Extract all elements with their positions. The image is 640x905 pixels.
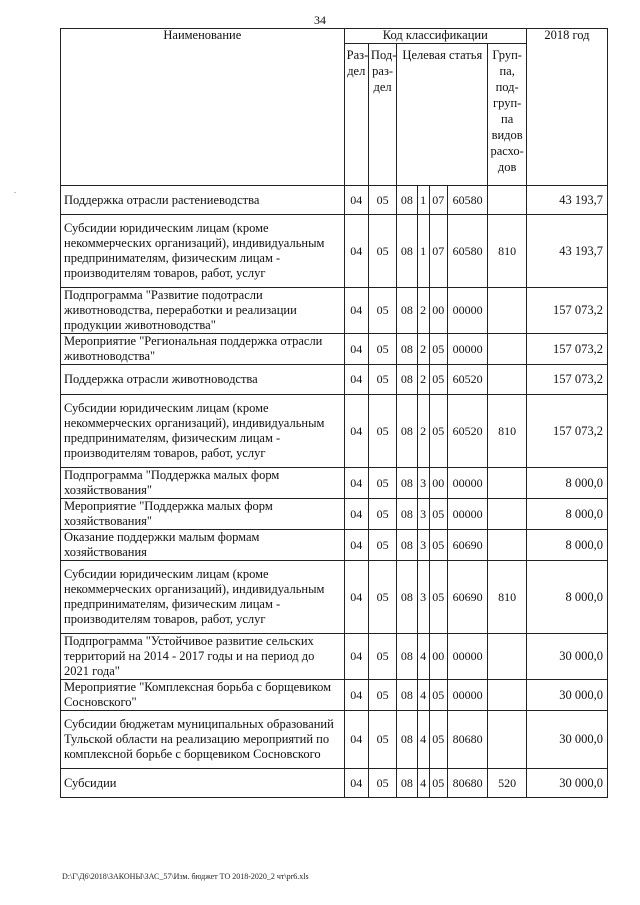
row-name: Подпрограмма "Поддержка малых форм хозяйствования": [61, 468, 345, 499]
row-target-subprogram: 1: [417, 215, 429, 288]
row-expense-group: [488, 288, 526, 334]
row-target-program: 08: [397, 634, 417, 680]
row-target-event: 05: [429, 530, 447, 561]
row-name: Поддержка отрасли животноводства: [61, 365, 345, 395]
row-target-program: 08: [397, 288, 417, 334]
header-classification: Код классификации: [344, 29, 526, 44]
row-razdel: 04: [344, 468, 368, 499]
row-razdel: 04: [344, 395, 368, 468]
table-row: [61, 334, 608, 365]
row-target-program: 08: [397, 215, 417, 288]
table-row: [61, 680, 608, 711]
row-podrazdel: 05: [368, 334, 396, 365]
table-row: [61, 499, 608, 530]
row-amount-2018: 30 000,0: [526, 769, 607, 798]
row-name: Подпрограмма "Развитие подотрасли животноводства, переработки и реализации продукции животноводства": [61, 288, 345, 334]
row-target-program: 08: [397, 334, 417, 365]
row-podrazdel: 05: [368, 288, 396, 334]
row-target-direction: 00000: [447, 499, 488, 530]
row-name: Субсидии: [61, 769, 345, 798]
row-target-direction: 00000: [447, 634, 488, 680]
table-row: [61, 634, 608, 680]
row-amount-2018: 43 193,7: [526, 215, 607, 288]
table-row: [61, 215, 608, 288]
row-target-direction: 00000: [447, 288, 488, 334]
table-row: [61, 288, 608, 334]
row-podrazdel: 05: [368, 530, 396, 561]
row-amount-2018: 8 000,0: [526, 499, 607, 530]
row-razdel: 04: [344, 365, 368, 395]
row-name: Оказание поддержки малым формам хозяйствования: [61, 530, 345, 561]
row-target-direction: 60520: [447, 365, 488, 395]
row-target-event: 05: [429, 680, 447, 711]
row-target-event: 07: [429, 215, 447, 288]
header-group: Груп- па, под- груп- па видов расхо- дов: [488, 44, 526, 186]
row-amount-2018: 157 073,2: [526, 365, 607, 395]
row-target-program: 08: [397, 468, 417, 499]
row-target-event: 05: [429, 711, 447, 769]
row-podrazdel: 05: [368, 634, 396, 680]
row-expense-group: [488, 711, 526, 769]
row-expense-group: 810: [488, 395, 526, 468]
row-target-direction: 60690: [447, 561, 488, 634]
table-row: [61, 561, 608, 634]
row-target-event: 05: [429, 499, 447, 530]
table-row: [61, 530, 608, 561]
row-target-event: 00: [429, 288, 447, 334]
row-target-subprogram: 1: [417, 186, 429, 215]
row-target-subprogram: 4: [417, 634, 429, 680]
row-target-event: 05: [429, 365, 447, 395]
row-podrazdel: 05: [368, 680, 396, 711]
row-target-subprogram: 2: [417, 334, 429, 365]
row-target-subprogram: 2: [417, 365, 429, 395]
row-razdel: 04: [344, 711, 368, 769]
row-target-event: 05: [429, 395, 447, 468]
row-razdel: 04: [344, 215, 368, 288]
row-amount-2018: 30 000,0: [526, 680, 607, 711]
row-expense-group: 810: [488, 215, 526, 288]
row-target-subprogram: 4: [417, 769, 429, 798]
row-target-event: 05: [429, 334, 447, 365]
row-podrazdel: 05: [368, 499, 396, 530]
table-row: [61, 365, 608, 395]
row-amount-2018: 157 073,2: [526, 334, 607, 365]
row-target-direction: 80680: [447, 769, 488, 798]
row-podrazdel: 05: [368, 711, 396, 769]
row-target-direction: 60520: [447, 395, 488, 468]
row-target-direction: 60690: [447, 530, 488, 561]
row-expense-group: [488, 468, 526, 499]
row-podrazdel: 05: [368, 215, 396, 288]
table-row: [61, 468, 608, 499]
header-podrazdel: Под- раз- дел: [368, 44, 396, 186]
row-podrazdel: 05: [368, 468, 396, 499]
row-amount-2018: 43 193,7: [526, 186, 607, 215]
row-name: Субсидии юридическим лицам (кроме некоммерческих организаций), индивидуальным предпринимателям, физическим лицам - производителям товаров, работ, услуг: [61, 215, 345, 288]
row-target-subprogram: 3: [417, 468, 429, 499]
row-amount-2018: 30 000,0: [526, 634, 607, 680]
header-target-article: Целевая статья: [397, 44, 488, 186]
header-razdel: Раз- дел: [344, 44, 368, 186]
row-expense-group: [488, 530, 526, 561]
row-razdel: 04: [344, 530, 368, 561]
row-podrazdel: 05: [368, 769, 396, 798]
table-row: [61, 769, 608, 798]
row-target-program: 08: [397, 186, 417, 215]
row-expense-group: 520: [488, 769, 526, 798]
row-target-direction: 00000: [447, 334, 488, 365]
row-target-program: 08: [397, 530, 417, 561]
row-target-program: 08: [397, 499, 417, 530]
table-row: [61, 395, 608, 468]
row-podrazdel: 05: [368, 365, 396, 395]
row-target-event: 05: [429, 561, 447, 634]
row-target-subprogram: 4: [417, 680, 429, 711]
row-target-program: 08: [397, 395, 417, 468]
row-podrazdel: 05: [368, 186, 396, 215]
row-name: Мероприятие "Комплексная борьба с борщевиком Сосновского": [61, 680, 345, 711]
row-podrazdel: 05: [368, 395, 396, 468]
row-target-event: 00: [429, 468, 447, 499]
row-target-direction: 60580: [447, 186, 488, 215]
row-razdel: 04: [344, 634, 368, 680]
row-target-event: 05: [429, 769, 447, 798]
row-amount-2018: 8 000,0: [526, 530, 607, 561]
row-expense-group: 810: [488, 561, 526, 634]
header-year: 2018 год: [526, 29, 607, 186]
row-name: Мероприятие "Региональная поддержка отрасли животноводства": [61, 334, 345, 365]
row-target-subprogram: 2: [417, 395, 429, 468]
row-name: Поддержка отрасли растениеводства: [61, 186, 345, 215]
row-target-program: 08: [397, 365, 417, 395]
row-target-program: 08: [397, 711, 417, 769]
header-name: Наименование: [61, 29, 345, 186]
row-expense-group: [488, 365, 526, 395]
row-target-event: 00: [429, 634, 447, 680]
row-name: Субсидии бюджетам муниципальных образований Тульской области на реализацию мероприятий по комплексной борьбе с борщевиком Сосновского: [61, 711, 345, 769]
row-razdel: 04: [344, 561, 368, 634]
row-name: Субсидии юридическим лицам (кроме некоммерческих организаций), индивидуальным предпринимателям, физическим лицам - производителям товаров, работ, услуг: [61, 395, 345, 468]
row-name: Подпрограмма "Устойчивое развитие сельских территорий на 2014 - 2017 годы и на период до 2021 года": [61, 634, 345, 680]
row-podrazdel: 05: [368, 561, 396, 634]
table-row: [61, 186, 608, 215]
table-row: [61, 711, 608, 769]
file-path-footer: D:\Г\Д6\2018\ЗАКОНЫ\ЗАС_57\Изм. бюджет ТО 2018-2020_2 чт\pr6.xls: [62, 872, 309, 881]
row-razdel: 04: [344, 288, 368, 334]
row-razdel: 04: [344, 499, 368, 530]
row-target-subprogram: 3: [417, 561, 429, 634]
row-amount-2018: 8 000,0: [526, 468, 607, 499]
row-target-program: 08: [397, 769, 417, 798]
row-expense-group: [488, 680, 526, 711]
row-target-direction: 80680: [447, 711, 488, 769]
row-target-program: 08: [397, 680, 417, 711]
row-name: Субсидии юридическим лицам (кроме некоммерческих организаций), индивидуальным предпринимателям, физическим лицам - производителям товаров, работ, услуг: [61, 561, 345, 634]
row-expense-group: [488, 634, 526, 680]
row-amount-2018: 157 073,2: [526, 395, 607, 468]
row-target-program: 08: [397, 561, 417, 634]
row-amount-2018: 30 000,0: [526, 711, 607, 769]
row-target-event: 07: [429, 186, 447, 215]
row-razdel: 04: [344, 680, 368, 711]
row-razdel: 04: [344, 186, 368, 215]
row-expense-group: [488, 499, 526, 530]
row-razdel: 04: [344, 334, 368, 365]
row-target-direction: 60580: [447, 215, 488, 288]
budget-table: [60, 28, 608, 798]
page-number: 34: [314, 13, 326, 27]
row-amount-2018: 157 073,2: [526, 288, 607, 334]
row-expense-group: [488, 186, 526, 215]
row-expense-group: [488, 334, 526, 365]
row-target-direction: 00000: [447, 680, 488, 711]
row-target-subprogram: 4: [417, 711, 429, 769]
row-amount-2018: 8 000,0: [526, 561, 607, 634]
row-target-subprogram: 3: [417, 499, 429, 530]
margin-mark: .: [14, 186, 16, 195]
row-target-direction: 00000: [447, 468, 488, 499]
row-target-subprogram: 3: [417, 530, 429, 561]
row-razdel: 04: [344, 769, 368, 798]
row-target-subprogram: 2: [417, 288, 429, 334]
row-name: Мероприятие "Поддержка малых форм хозяйствования": [61, 499, 345, 530]
